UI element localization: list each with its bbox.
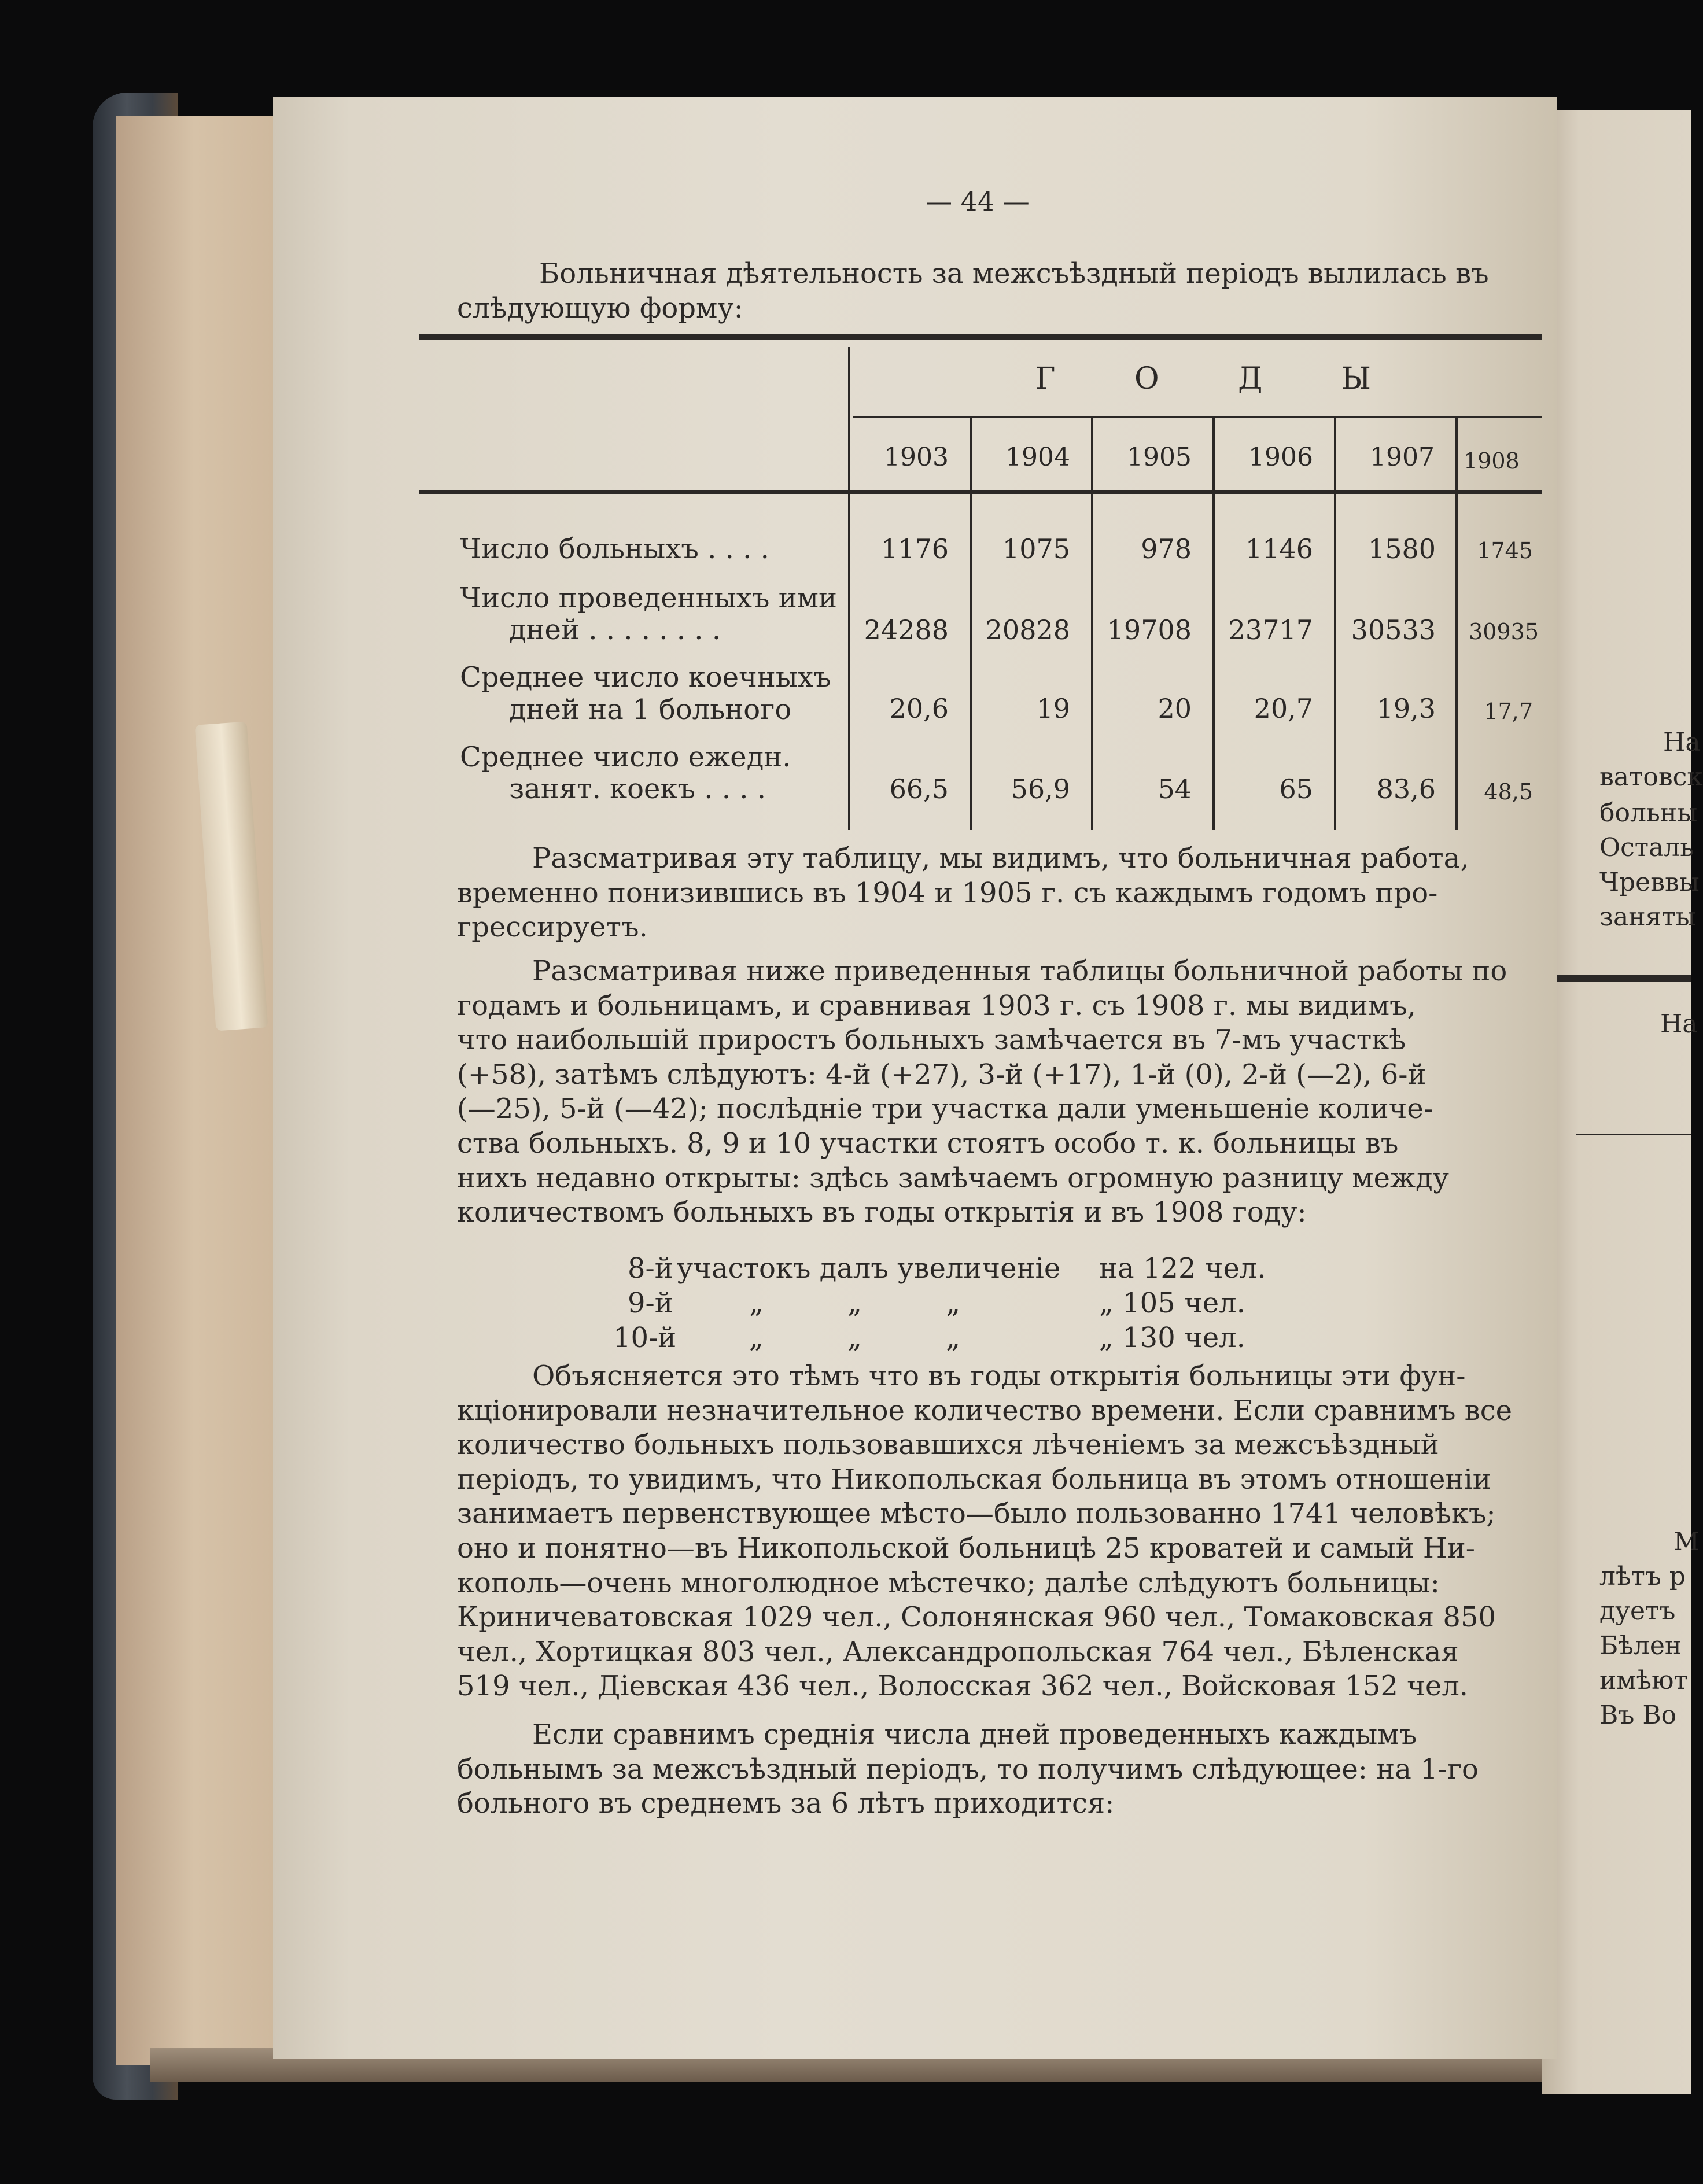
facing-text: заняты xyxy=(1599,902,1696,932)
list-item-text: „ „ „ xyxy=(749,1322,961,1354)
text-line: ства больныхъ. 8, 9 и 10 участки стоятъ особо т. к. больницы въ xyxy=(457,1127,1399,1160)
table-header-rule xyxy=(419,490,1542,494)
paragraph xyxy=(457,954,1507,1230)
facing-text: дуетъ xyxy=(1599,1596,1676,1626)
table-cell: 83,6 xyxy=(1376,773,1436,805)
facing-text: М xyxy=(1673,1527,1700,1556)
table-cell: 20,7 xyxy=(1254,693,1313,724)
row-label: дней . . . . . . . . xyxy=(509,614,721,646)
year-header: 1906 xyxy=(1248,442,1313,472)
text-line: оно и понятно—въ Никопольской больницѣ 25 кроватей и самый Ни- xyxy=(457,1532,1475,1565)
intro-line: Больничная дѣятельность за межсъѣздный періодъ вылилась въ xyxy=(539,257,1489,290)
row-label: Число проведенныхъ ими xyxy=(460,582,838,614)
text-line: чел., Хортицкая 803 чел., Александропольская 764 чел., Бѣленская xyxy=(457,1635,1459,1668)
year-header-divider xyxy=(853,416,1542,418)
years-group-header: Г О Д Ы xyxy=(1035,361,1406,396)
table-cell: 20 xyxy=(1158,693,1192,724)
page-number: — 44 — xyxy=(926,186,1030,217)
facing-text: Въ Во xyxy=(1599,1700,1677,1730)
text-line: Объясняется это тѣмъ что въ годы открытія больницы эти фун- xyxy=(532,1360,1466,1392)
text-line: Если сравнимъ среднія числа дней проведенныхъ каждымъ xyxy=(532,1718,1417,1751)
year-header: 1908 xyxy=(1464,448,1520,474)
text-line: занимаетъ первенствующее мѣсто—было пользованно 1741 человѣкъ; xyxy=(457,1497,1496,1530)
row-label: Среднее число ежедн. xyxy=(460,741,791,773)
text-line: грессируетъ. xyxy=(457,911,648,944)
text-line: кціонировали незначительное количество времени. Если сравнимъ все xyxy=(457,1394,1513,1427)
row-label: Среднее число коечныхъ xyxy=(460,661,831,693)
year-header: 1903 xyxy=(884,442,949,472)
table-cell: 24288 xyxy=(864,614,949,645)
table-cell: 23717 xyxy=(1228,614,1313,645)
paragraph xyxy=(457,1718,1479,1821)
list-item-text: „ „ „ xyxy=(749,1287,961,1319)
facing-page xyxy=(1542,110,1703,2094)
facing-text: На xyxy=(1663,728,1701,757)
text-line: нихъ недавно открыты: здѣсь замѣчаемъ огромную разницу между xyxy=(457,1161,1449,1194)
facing-text: Осталь xyxy=(1599,833,1694,862)
table-cell: 66,5 xyxy=(889,773,949,805)
facing-text: Чреввы xyxy=(1599,868,1700,897)
text-line: (—25), 5-й (—42); послѣдніе три участка дали уменьшеніе количе- xyxy=(457,1093,1433,1126)
text-line: количествомъ больныхъ въ годы открытія и въ 1908 году: xyxy=(457,1196,1307,1229)
facing-text: имѣют xyxy=(1599,1666,1688,1695)
row-label: дней на 1 больного xyxy=(509,693,792,726)
text-line: 519 чел., Діевская 436 чел., Волосская 362 чел., Войсковая 152 чел. xyxy=(457,1670,1469,1703)
text-line: (+58), затѣмъ слѣдуютъ: 4-й (+27), 3-й (+17), 1-й (0), 2-й (—2), 6-й xyxy=(457,1058,1426,1091)
facing-text: лѣтъ р xyxy=(1599,1562,1686,1591)
table-cell: 56,9 xyxy=(1011,773,1070,805)
facing-text: больны xyxy=(1599,798,1698,828)
year-header: 1904 xyxy=(1005,442,1070,472)
text-line: временно понизившись въ 1904 и 1905 г. съ каждымъ годомъ про- xyxy=(457,876,1438,909)
table-cell: 1745 xyxy=(1477,538,1533,563)
table-cell: 30935 xyxy=(1469,619,1539,644)
text-line: количество больныхъ пользовавшихся лѣченіемъ за межсъѣздный xyxy=(457,1429,1439,1462)
text-line: что наибольшій приростъ больныхъ замѣчается въ 7-мъ участкѣ xyxy=(457,1024,1406,1057)
text-line: годамъ и больницамъ, и сравнивая 1903 г. съ 1908 г. мы видимъ, xyxy=(457,989,1416,1022)
table-cell: 19708 xyxy=(1107,614,1192,645)
list-item-label: 10-й xyxy=(613,1322,677,1354)
text-line: Разсматривая ниже приведенныя таблицы больничной работы по xyxy=(532,955,1507,987)
table-cell: 978 xyxy=(1141,533,1192,565)
table-cell: 19 xyxy=(1036,693,1070,724)
text-line: больнымъ за межсъѣздный періодъ, то получимъ слѣдующее: на 1-го xyxy=(457,1753,1479,1785)
list-item-label: 9-й xyxy=(628,1287,673,1319)
table-cell: 20828 xyxy=(985,614,1070,645)
table-cell: 1146 xyxy=(1245,533,1313,565)
table-cell: 19,3 xyxy=(1376,693,1436,724)
facing-text: Бѣлен xyxy=(1599,1631,1682,1661)
table-cell: 65 xyxy=(1279,773,1313,805)
text-line: больного въ среднемъ за 6 лѣтъ приходится: xyxy=(457,1787,1115,1820)
paragraph xyxy=(457,842,1469,945)
list-item-value: „ 105 чел. xyxy=(1099,1287,1245,1319)
text-line: Разсматривая эту таблицу, мы видимъ, что больничная работа, xyxy=(532,842,1469,875)
intro-line: слѣдующую форму: xyxy=(457,292,743,324)
table-cell: 20,6 xyxy=(889,693,949,724)
list-item-value: „ 130 чел. xyxy=(1099,1322,1245,1354)
label-column-divider xyxy=(848,347,850,830)
facing-text: На xyxy=(1660,1009,1698,1039)
row-label: Число больныхъ . . . . xyxy=(460,533,769,565)
text-line: Криничеватовская 1029 чел., Солонянская 960 чел., Томаковская 850 xyxy=(457,1601,1496,1634)
table-cell: 1176 xyxy=(880,533,949,565)
table-cell: 1075 xyxy=(1002,533,1070,565)
table-cell: 17,7 xyxy=(1484,699,1533,724)
facing-text: ватовск xyxy=(1599,762,1703,792)
list-item-text: участокъ далъ увеличеніе xyxy=(677,1252,1061,1285)
table-cell: 48,5 xyxy=(1484,779,1533,805)
text-line: періодъ, то увидимъ, что Никопольская больница въ этомъ отношеніи xyxy=(457,1463,1491,1496)
table-cell: 54 xyxy=(1158,773,1192,805)
year-header: 1907 xyxy=(1370,442,1435,472)
list-item-value: на 122 чел. xyxy=(1099,1252,1266,1285)
list-item-label: 8-й xyxy=(628,1252,673,1285)
facing-page-rule xyxy=(1542,975,1691,982)
table-cell: 1580 xyxy=(1367,533,1436,565)
page-edge-stack xyxy=(116,116,289,2065)
text-line: кополь—очень многолюдное мѣстечко; далѣе слѣдуютъ больницы: xyxy=(457,1566,1440,1599)
table-cell: 30533 xyxy=(1351,614,1436,645)
year-header: 1905 xyxy=(1127,442,1192,472)
row-label: занят. коекъ . . . . xyxy=(509,773,766,805)
facing-page-rule xyxy=(1576,1134,1691,1135)
paragraph xyxy=(457,1359,1512,1704)
table-top-rule xyxy=(419,334,1542,340)
